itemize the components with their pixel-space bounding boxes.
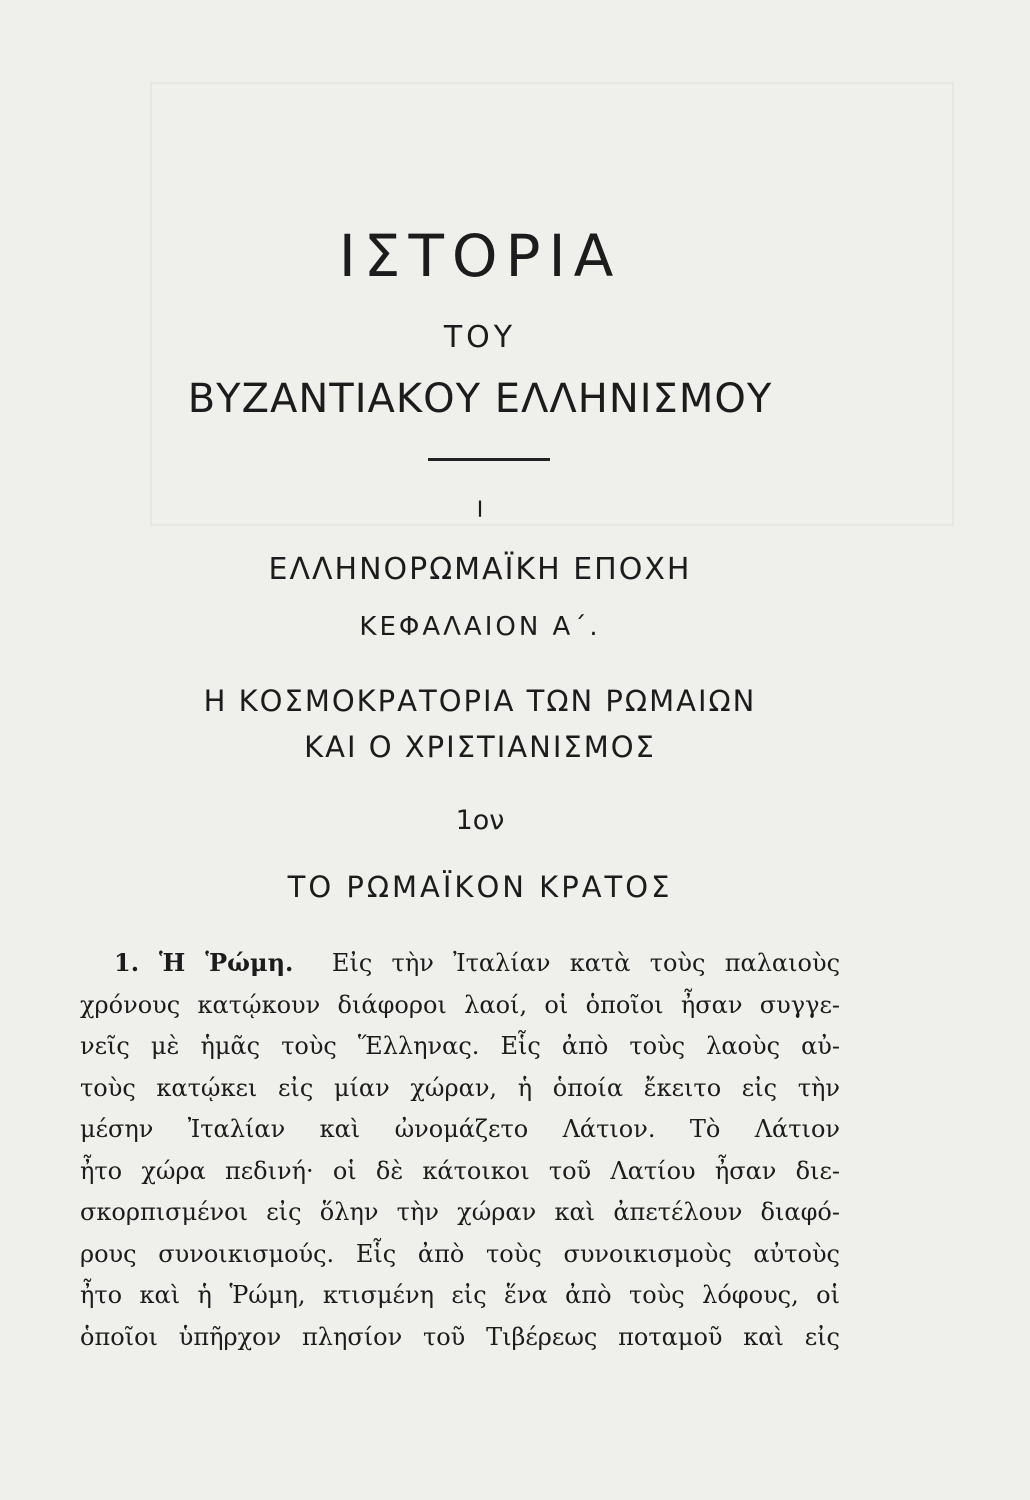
title-divider bbox=[428, 458, 550, 461]
faint-frame bbox=[150, 82, 954, 526]
section-number: 1ον bbox=[455, 805, 505, 836]
paragraph-line-5: μέσην Ἰταλίαν καὶ ὠνομάζετο Λάτιον. Τὸ Λάτιον bbox=[80, 1115, 840, 1143]
book-subtitle: ΒΥΖΑΝΤΙΑΚΟΥ ΕΛΛΗΝΙΣΜΟΥ bbox=[187, 376, 773, 422]
volume-number: Ι bbox=[476, 498, 484, 523]
paragraph-line-9: ἦτο καὶ ἡ Ῥώμη, κτισμένη εἰς ἕνα ἀπὸ τοὺς λόφους, οἱ bbox=[80, 1281, 840, 1309]
paragraph-line-4: τοὺς κατῴκει εἰς μίαν χώραν, ἡ ὁποία ἔκειτο εἰς τὴν bbox=[80, 1073, 840, 1102]
paragraph-line-1-text: Εἰς τὴν Ἰταλίαν κατὰ τοὺς παλαιοὺς bbox=[331, 949, 841, 977]
paragraph-line-10: ὁποῖοι ὑπῆρχον πλησίον τοῦ Τιβέρεως ποταμοῦ καὶ εἰς bbox=[80, 1322, 840, 1351]
chapter-title-line-1: Η ΚΟΣΜΟΚΡΑΤΟΡΙΑ ΤΩΝ ΡΩΜΑΙΩΝ bbox=[203, 684, 757, 718]
paragraph-line-3: νεῖς μὲ ἡμᾶς τοὺς Ἕλληνας. Εἷς ἀπὸ τοὺς λαοὺς αὐ- bbox=[80, 1032, 840, 1060]
paragraph-line-8: ρους συνοικισμούς. Εἷς ἀπὸ τοὺς συνοικισμοὺς αὐτοὺς bbox=[80, 1239, 840, 1268]
book-title: ΙΣΤΟΡΙΑ bbox=[338, 222, 622, 290]
paragraph-heading: 1. Ἡ Ῥώμη. bbox=[114, 948, 294, 977]
chapter-title-line-2: ΚΑΙ Ο ΧΡΙΣΤΙΑΝΙΣΜΟΣ bbox=[304, 730, 656, 764]
chapter-number: ΚΕΦΑΛΑΙΟΝ Α΄. bbox=[359, 612, 601, 642]
epoch-heading: ΕΛΛΗΝΟΡΩΜΑΪΚΗ ΕΠΟΧΗ bbox=[268, 552, 692, 587]
paragraph-line-1 bbox=[80, 942, 840, 985]
section-title: ΤΟ ΡΩΜΑΪΚΟΝ ΚΡΑΤΟΣ bbox=[287, 870, 673, 904]
paragraph-line-7: σκορπισμένοι εἰς ὅλην τὴν χώραν καὶ ἀπετέλουν διαφό- bbox=[80, 1198, 840, 1226]
paragraph-line-6: ἦτο χώρα πεδινή· οἱ δὲ κάτοικοι τοῦ Λατίου ἦσαν διε- bbox=[80, 1156, 840, 1185]
paragraph-body bbox=[80, 942, 840, 1358]
paragraph-line-2: χρόνους κατῴκουν διάφοροι λαοί, οἱ ὁποῖοι ἦσαν συγγε- bbox=[80, 990, 840, 1019]
book-title-of: ΤΟΥ bbox=[443, 320, 517, 355]
